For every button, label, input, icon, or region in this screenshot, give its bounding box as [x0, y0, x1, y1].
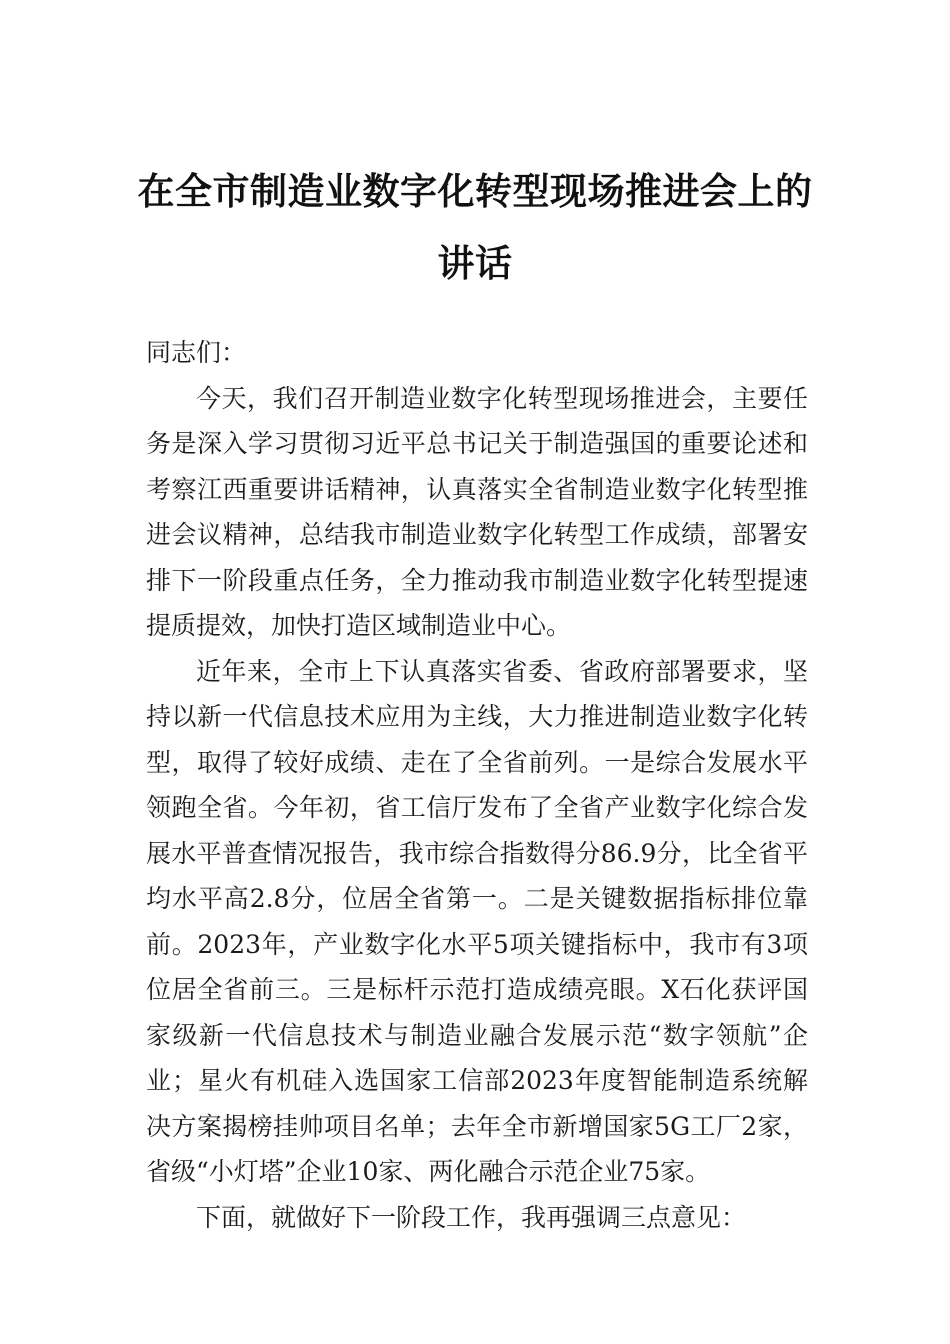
paragraph-transition: 下面，就做好下一阶段工作，我再强调三点意见：	[196, 1202, 747, 1232]
document-body	[146, 330, 808, 1240]
paragraph-opening: 今天，我们召开制造业数字化转型现场推进会，主要任务是深入学习贯彻习近平总书记关于制造强国的重要论述和考察江西重要讲话精神，认真落实全省制造业数字化转型推进会议精神，总结我市制造业数字化转型工作成绩，部署安排下一阶段重点任务，全力推动我市制造业数字化转型提速提质提效，加快打造区域制造业中心。	[146, 383, 808, 640]
salutation: 同志们：	[146, 338, 247, 367]
document-title	[120, 156, 830, 300]
title-line-2: 讲话	[437, 242, 513, 285]
title-line-1: 在全市制造业数字化转型现场推进会上的	[137, 170, 813, 213]
paragraph-achievements: 近年来，全市上下认真落实省委、省政府部署要求，坚持以新一代信息技术应用为主线，大力推进制造业数字化转型，取得了较好成绩、走在了全省前列。一是综合发展水平领跑全省。今年初，省工信厅发布了全省产业数字化综合发展水平普查情况报告，我市综合指数得分86.9分，比全省平均水平高2.8分，位居全省第一。二是关键数据指标排位靠前。2023年，产业数字化水平5项关键指标中，我市有3项位居全省前三。三是标杆示范打造成绩亮眼。X石化获评国家级新一代信息技术与制造业融合发展示范“数字领航”企业；星火有机硅入选国家工信部2023年度智能制造系统解决方案揭榜挂帅项目名单；去年全市新增国家5G工厂2家，省级“小灯塔”企业10家、两化融合示范企业75家。	[146, 656, 808, 1186]
